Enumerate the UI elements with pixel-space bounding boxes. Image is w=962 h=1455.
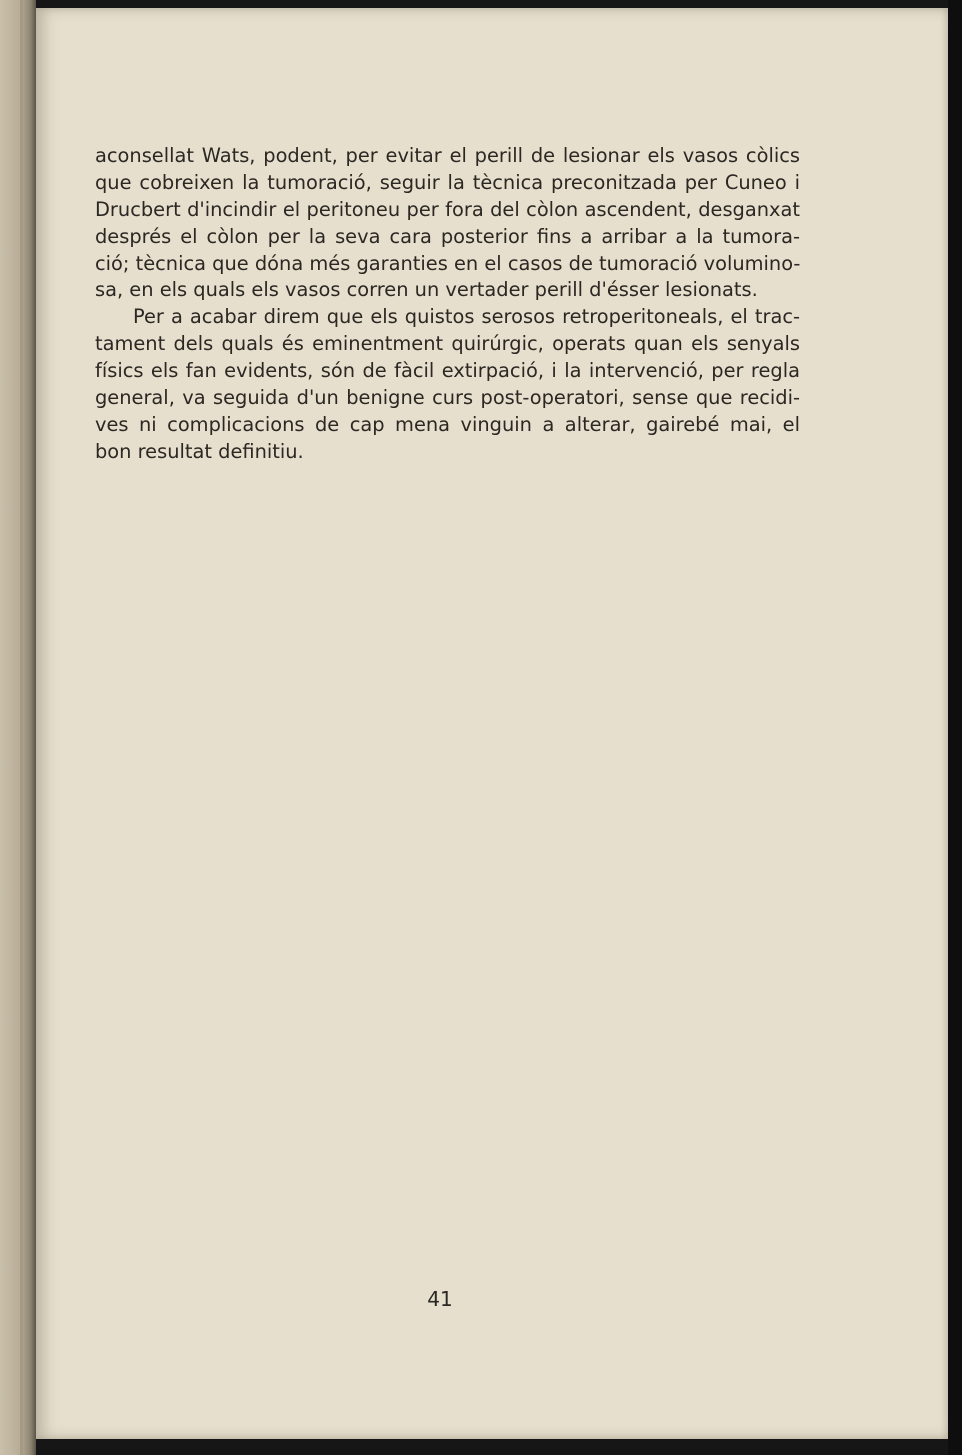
text-line: tament dels quals és eminentment quirúrgic, operats quan els senyals (95, 332, 800, 356)
scan-border (948, 0, 962, 1455)
text-line: Per a acabar direm que els quistos serosos retroperitoneals, el trac- (133, 305, 800, 329)
text-line: general, va seguida d'un benigne curs post-operatori, sense que recidi- (95, 386, 800, 410)
text-line: Drucbert d'incindir el peritoneu per fora del còlon ascendent, desganxat (95, 197, 800, 221)
text-line: ves ni complicacions de cap mena vinguin a alterar, gairebé mai, el (95, 412, 800, 436)
text-line: bon resultat definitiu. (95, 439, 304, 463)
text-line: després el còlon per la seva cara posterior fins a arribar a la tumora- (95, 224, 800, 248)
spine-crease (20, 0, 23, 1455)
text-line: sa, en els quals els vasos corren un vertader perill d'ésser lesionats. (95, 278, 758, 302)
body-text (95, 143, 800, 466)
text-line: ció; tècnica que dóna més garanties en el casos de tumoració volumino- (95, 251, 801, 275)
page-number: 41 (427, 1287, 453, 1311)
text-line: aconsellat Wats, podent, per evitar el perill de lesionar els vasos còlics (95, 144, 800, 167)
paragraph (95, 304, 800, 465)
paragraph (95, 143, 800, 304)
book-spine (0, 0, 36, 1455)
text-line: que cobreixen la tumoració, seguir la tècnica preconitzada per Cuneo i (95, 170, 800, 194)
text-line: físics els fan evidents, són de fàcil extirpació, i la intervenció, per regla (95, 359, 800, 383)
